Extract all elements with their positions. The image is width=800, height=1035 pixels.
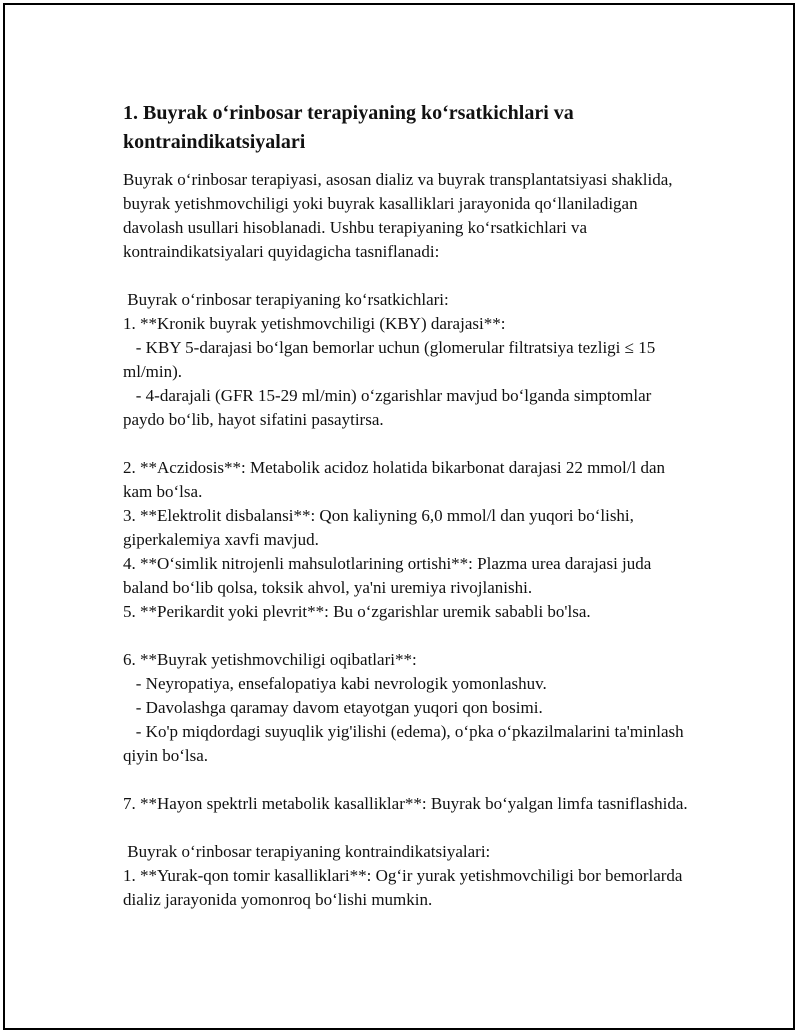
indications-heading: Buyrak o‘rinbosar terapiyaning ko‘rsatkichlari: [123,290,449,309]
indication-item-4: 4. **O‘simlik nitrojenli mahsulotlarining ortishi**: Plazma urea darajasi juda baland bo‘lib qolsa, toksik ahvol, ya'ni uremiya rivojlanishi. [123,554,656,597]
indication-item-6-sub-2: - Davolashga qaramay davom etayotgan yuqori qon bosimi. [123,698,543,717]
indication-item-3: 3. **Elektrolit disbalansi**: Qon kaliyning 6,0 mmol/l dan yuqori bo‘lishi, giperkalemiya xavfi mavjud. [123,506,639,549]
indication-item-6-sub-1: - Neyropatiya, ensefalopatiya kabi nevrologik yomonlashuv. [123,674,547,693]
spacer [123,816,693,840]
indication-item-6-sub-3: - Ko'p miqdordagi suyuqlik yig'ilishi (edema), o‘pka o‘pkazilmalarini ta'minlash qiyin bo‘lsa. [123,722,688,765]
spacer [123,768,693,792]
indication-item-6: 6. **Buyrak yetishmovchiligi oqibatlari**: [123,650,417,669]
indication-item-2: 2. **Aczidosis**: Metabolik acidoz holatida bikarbonat darajasi 22 mmol/l dan kam bo‘lsa. [123,458,670,501]
indication-item-1: 1. **Kronik buyrak yetishmovchiligi (KBY) darajasi**: [123,314,506,333]
indication-item-1-sub-2: - 4-darajali (GFR 15-29 ml/min) o‘zgarishlar mavjud bo‘lganda simptomlar paydo bo‘lib, hayot sifatini pasaytirsa. [123,386,656,429]
spacer [123,624,693,648]
contraindication-item-1: 1. **Yurak-qon tomir kasalliklari**: Og‘ir yurak yetishmovchiligi bor bemorlarda dializ jarayonida yomonroq bo‘lishi mumkin. [123,866,687,909]
spacer [123,432,693,456]
indication-item-5: 5. **Perikardit yoki plevrit**: Bu o‘zgarishlar uremik sababli bo'lsa. [123,602,591,621]
indication-item-7: 7. **Hayon spektrli metabolik kasalliklar**: Buyrak bo‘yalgan limfa tasniflashida. [123,794,688,813]
intro-paragraph: Buyrak o‘rinbosar terapiyasi, asosan dializ va buyrak transplantatsiyasi shaklida, buyrak yetishmovchiligi yoki buyrak kasalliklari jarayonida qo‘llaniladigan davolash usullari hisoblanadi. Ushbu terapiyaning ko‘rsatkichlari va kontraindikatsiyalari quyidagicha tasniflanadi: [123,170,677,261]
spacer [123,264,693,288]
indication-item-1-sub-1: - KBY 5-darajasi bo‘lgan bemorlar uchun (glomerular filtratsiya tezligi ≤ 15 ml/min). [123,338,660,381]
section-title: 1. Buyrak o‘rinbosar terapiyaning ko‘rsatkichlari va kontraindikatsiyalari [123,102,574,153]
document-body [123,99,693,912]
document-page [3,3,795,1030]
contraindications-heading: Buyrak o‘rinbosar terapiyaning kontraindikatsiyalari: [123,842,491,861]
